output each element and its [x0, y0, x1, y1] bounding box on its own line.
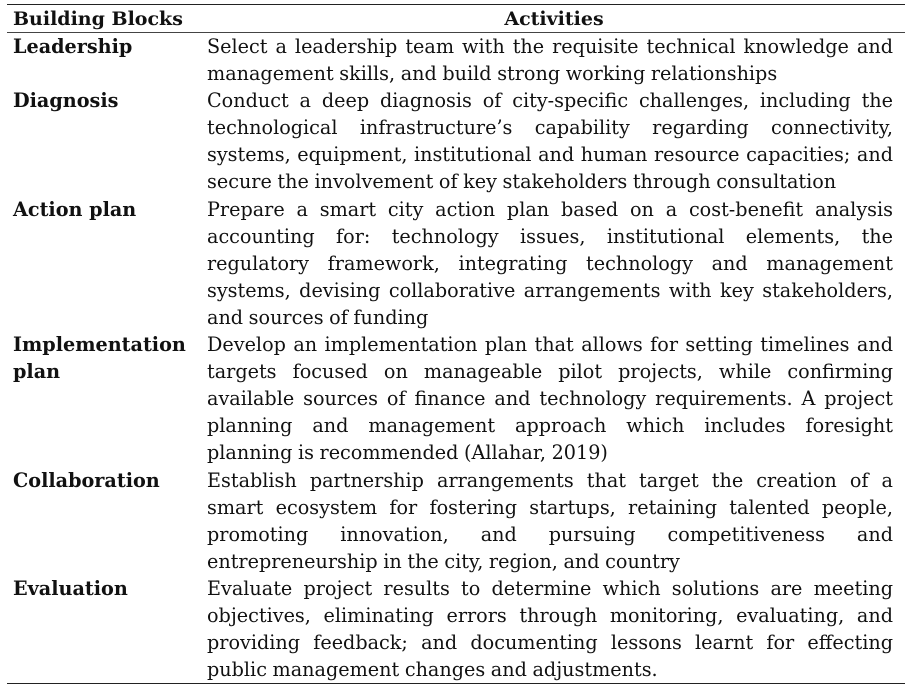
header-building-blocks: Building Blocks	[13, 8, 183, 30]
block-cell: Action plan	[13, 197, 137, 221]
activity-cell: Establish partnership arrangements that target the creation of a smart ecosystem for fostering startups, retaining talented people, promoting innovation, and pursuing competitiveness and entrepreneurship in the city, region, and country	[207, 468, 893, 573]
table-row-implementation-plan	[7, 331, 905, 466]
building-blocks-table-container	[7, 4, 905, 684]
header-activities: Activities	[504, 8, 604, 30]
activity-cell: Develop an implementation plan that allows for setting timelines and targets focused on manageable pilot projects, while confirming available sources of finance and technology requirements. A project planning and management approach which includes foresight planning is recommended (Allahar, 2019)	[207, 333, 893, 465]
activity-cell: Evaluate project results to determine which solutions are meeting objectives, eliminating errors through monitoring, evaluating, and providing feedback; and documenting lessons learnt for effecting public management changes and adjustments.	[207, 576, 893, 682]
block-cell: Leadership	[13, 35, 133, 58]
table-header	[7, 5, 905, 33]
activity-cell: Prepare a smart city action plan based on a cost-benefit analysis accounting for: technology issues, institutional elements, the regulatory framework, integrating technology and management systems, devising collaborative arrangements with key stakeholders, and sources of funding	[207, 197, 893, 329]
block-cell: Evaluation	[13, 576, 128, 600]
table-body	[7, 33, 905, 684]
header-row	[7, 5, 905, 33]
block-cell: Collaboration	[13, 468, 160, 492]
table-row-evaluation	[7, 575, 905, 684]
table-row-collaboration	[7, 467, 905, 575]
activity-cell: Select a leadership team with the requisite technical knowledge and management skills, and build strong working relationships	[207, 35, 893, 86]
block-cell: Implementation plan	[13, 333, 186, 384]
activity-cell: Conduct a deep diagnosis of city-specific challenges, including the technological infrastructure’s capability regarding connectivity, systems, equipment, institutional and human resource capacities; and secure the involvement of key stakeholders through consultation	[207, 89, 893, 194]
block-cell: Diagnosis	[13, 89, 119, 113]
table-row-action-plan	[7, 196, 905, 331]
building-blocks-table	[7, 4, 905, 684]
table-row-leadership	[7, 33, 905, 88]
table-row-diagnosis	[7, 87, 905, 195]
